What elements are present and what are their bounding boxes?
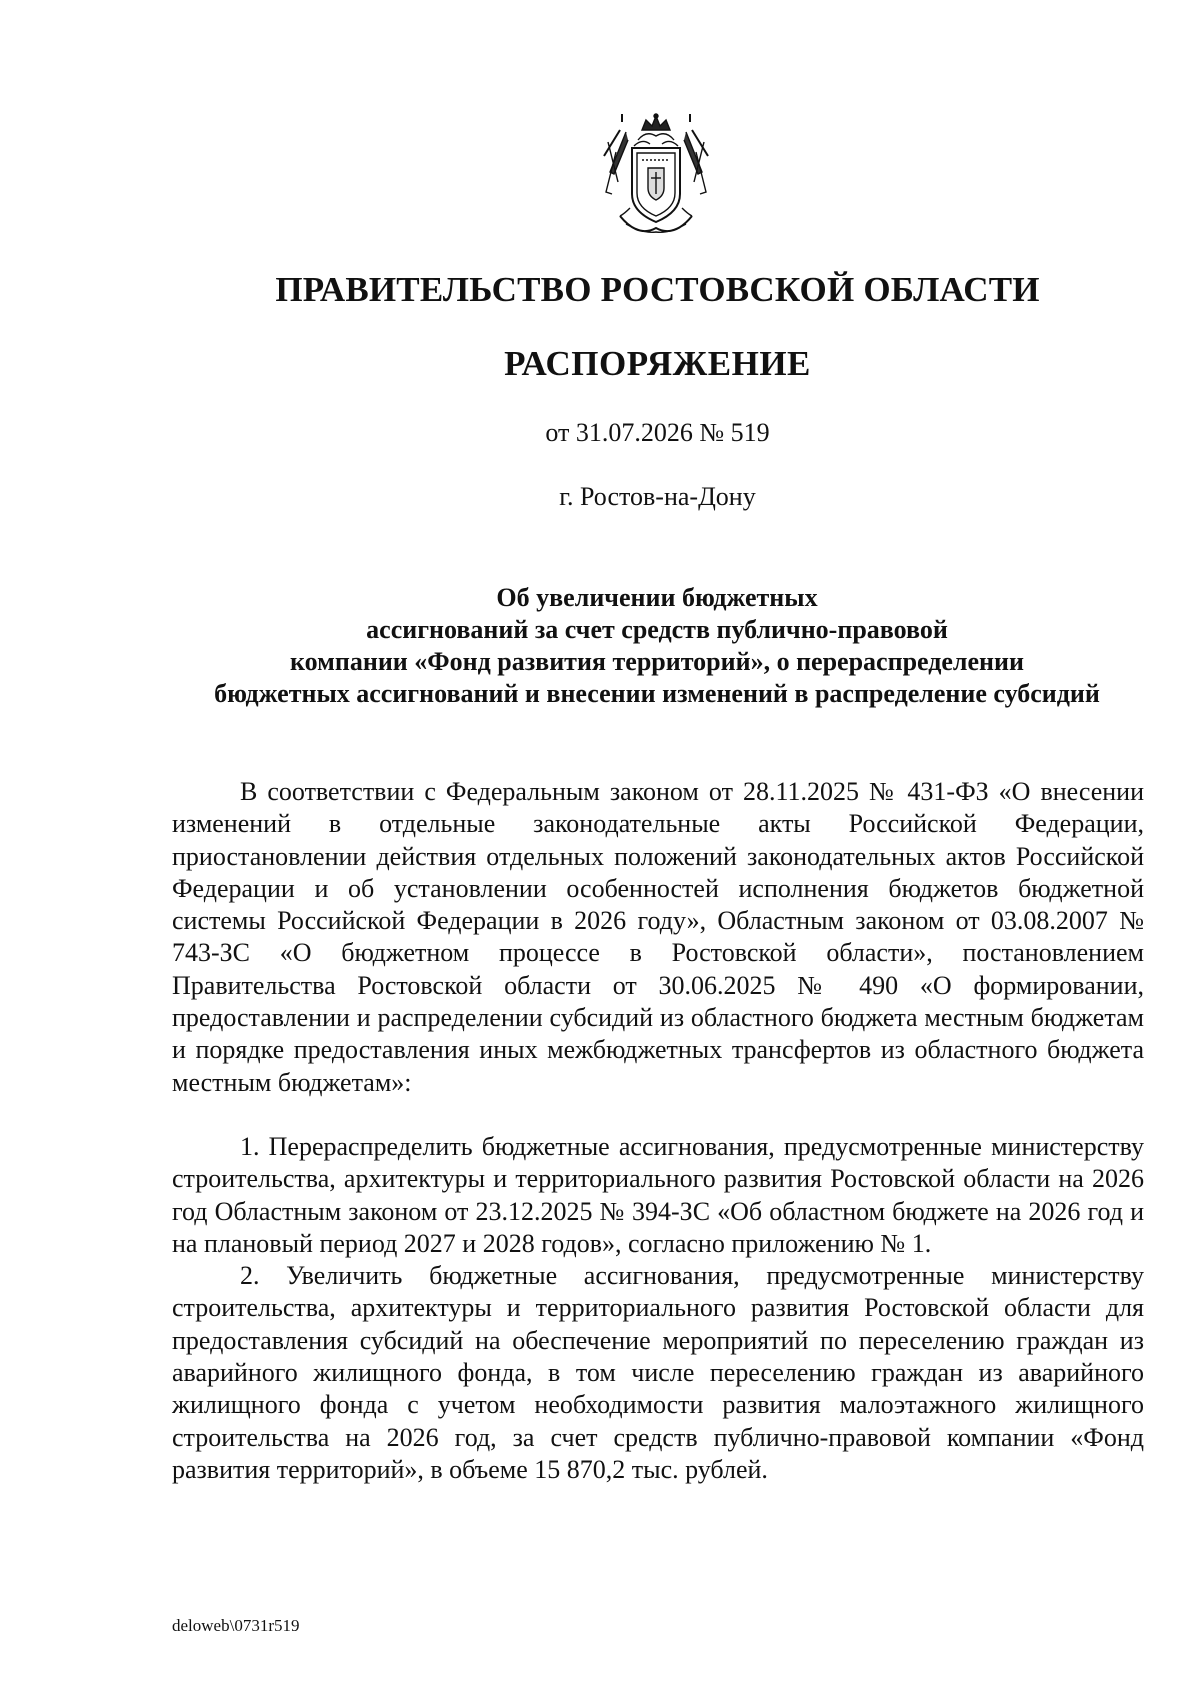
item-2-paragraph: 2. Увеличить бюджетные ассигнования, предусмотренные министерству строительства, архитектуры и территориального развития Ростовской области для предоставления субсидий на обеспечение мероприятий по переселению граждан из аварийного жилищного фонда, в том числе переселению граждан из аварийного жилищного фонда с учетом необходимости развития малоэтажного жилищного строительства на 2026 год, за счет средств публично-правовой компании «Фонд развития территорий», в объеме 15 870,2 тыс. рублей. — [172, 1261, 1144, 1484]
document-city: г. Ростов-на-Дону — [559, 482, 756, 511]
subject-line: бюджетных ассигнований и внесении изменений в распределение субсидий — [214, 679, 1100, 708]
subject-line: компании «Фонд развития территорий», о перераспределении — [290, 647, 1024, 676]
document-subject — [172, 582, 1142, 710]
subject-line: ассигнований за счет средств публично-правовой — [366, 615, 948, 644]
preamble-paragraph: В соответствии с Федеральным законом от 28.11.2025 № 431-ФЗ «О внесении изменений в отдельные законодательные акты Российской Федерации, приостановлении действия отдельных положений законодательных актов Российской Федерации и об установлении особенностей исполнения бюджетов бюджетной системы Российской Федерации в 2026 году», Областным законом от 03.08.2007 № 743-ЗС «О бюджетном процессе в Ростовской области», постановлением Правительства Ростовской области от 30.06.2025 № 490 «О формировании, предоставлении и распределении субсидий из областного бюджета местным бюджетам и порядке предоставления иных межбюджетных трансфертов из областного бюджета местным бюджетам»: — [172, 777, 1144, 1097]
coat-of-arms-icon — [596, 112, 716, 240]
document-body — [172, 776, 1144, 1486]
item-1-paragraph: 1. Перераспределить бюджетные ассигнования, предусмотренные министерству строительства, архитектуры и территориального развития Ростовской области на 2026 год Областным законом от 23.12.2025 № 394-ЗС «Об областном бюджете на 2026 год и на плановый период 2027 и 2028 годов», согласно приложению № 1. — [172, 1131, 1144, 1258]
document-code: deloweb\0731r519 — [172, 1616, 300, 1635]
document-date-number: от 31.07.2026 № 519 — [545, 418, 770, 447]
document-type: РАСПОРЯЖЕНИЕ — [504, 344, 811, 383]
subject-line: Об увеличении бюджетных — [496, 583, 818, 612]
org-title: ПРАВИТЕЛЬСТВО РОСТОВСКОЙ ОБЛАСТИ — [275, 270, 1040, 309]
